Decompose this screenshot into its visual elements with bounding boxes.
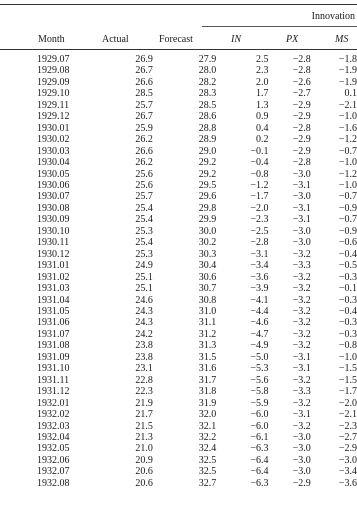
cell-in: −6.0 — [250, 420, 269, 432]
table-row — [0, 272, 357, 283]
table-row — [0, 455, 357, 466]
cell-in: −5.9 — [250, 397, 269, 409]
cell-month: 1931.09 — [37, 351, 70, 363]
col-header-in: IN — [231, 34, 241, 45]
cell-in: −5.3 — [250, 363, 269, 375]
cell-px: −3.0 — [292, 191, 311, 203]
cell-ms: −2.7 — [338, 431, 357, 443]
cell-in: −5.0 — [250, 351, 269, 363]
cell-in: −3.9 — [250, 283, 269, 295]
cell-ms: −2.1 — [338, 409, 357, 421]
cell-forecast: 28.3 — [198, 88, 217, 100]
cell-forecast: 29.0 — [198, 145, 217, 157]
cell-month: 1931.05 — [37, 305, 70, 317]
cell-month: 1931.08 — [37, 340, 70, 352]
cell-in: −4.7 — [250, 328, 269, 340]
cell-in: −3.1 — [250, 248, 269, 260]
cell-actual: 25.9 — [135, 122, 153, 134]
cell-px: −3.2 — [292, 317, 311, 329]
cell-forecast: 32.5 — [198, 466, 217, 478]
cell-px: −3.0 — [292, 443, 311, 455]
cell-actual: 21.5 — [135, 420, 153, 432]
cell-px: −3.2 — [292, 248, 311, 260]
cell-month: 1930.02 — [37, 134, 70, 146]
cell-in: −6.3 — [250, 443, 269, 455]
cell-forecast: 29.5 — [198, 179, 217, 191]
cell-forecast: 31.1 — [198, 317, 217, 329]
cell-actual: 26.2 — [135, 157, 153, 169]
col-header-px: PX — [286, 34, 299, 45]
cell-ms: −1.5 — [338, 374, 357, 386]
cell-ms: −0.5 — [338, 260, 357, 272]
cell-ms: −1.9 — [338, 65, 357, 77]
cell-in: −0.4 — [250, 157, 269, 169]
cell-in: 0.2 — [255, 134, 269, 146]
cell-month: 1931.06 — [37, 317, 70, 329]
cell-px: −2.9 — [292, 99, 311, 111]
cell-forecast: 29.2 — [198, 157, 217, 169]
cell-month: 1932.04 — [37, 431, 70, 443]
cell-px: −2.8 — [292, 54, 311, 65]
cell-ms: −2.1 — [338, 99, 357, 111]
cell-in: −4.1 — [250, 294, 269, 306]
cell-actual: 21.0 — [135, 443, 153, 455]
table-row — [0, 409, 357, 420]
cell-forecast: 29.6 — [198, 191, 217, 203]
cell-month: 1930.10 — [37, 225, 70, 237]
table-row — [0, 191, 357, 202]
table-row — [0, 226, 357, 237]
cell-ms: −0.9 — [338, 202, 357, 214]
cell-ms: −0.7 — [338, 145, 357, 157]
cell-px: −3.0 — [292, 431, 311, 443]
cell-actual: 22.3 — [135, 386, 153, 398]
cell-month: 1930.07 — [37, 191, 70, 203]
table-row — [0, 100, 357, 111]
table-row — [0, 214, 357, 225]
cell-month: 1930.05 — [37, 168, 70, 180]
table-row — [0, 180, 357, 191]
cell-px: −2.8 — [292, 65, 311, 77]
cell-forecast: 31.3 — [198, 340, 217, 352]
table-row — [0, 65, 357, 76]
cell-px: −3.2 — [292, 340, 311, 352]
cell-in: −2.3 — [250, 214, 269, 226]
cell-ms: −3.6 — [338, 477, 357, 489]
cell-px: −2.9 — [292, 111, 311, 123]
cell-in: −4.9 — [250, 340, 269, 352]
table-row — [0, 466, 357, 477]
cell-in: −2.5 — [250, 225, 269, 237]
cell-ms: −2.9 — [338, 443, 357, 455]
table-row — [0, 54, 357, 65]
cell-forecast: 32.7 — [198, 477, 217, 489]
cell-actual: 22.8 — [135, 374, 153, 386]
col-header-month: Month — [38, 34, 65, 45]
cell-month: 1930.11 — [37, 237, 70, 249]
cell-ms: −2.3 — [338, 420, 357, 432]
cell-px: −3.2 — [292, 283, 311, 295]
cell-actual: 26.6 — [135, 76, 153, 88]
cell-ms: −2.0 — [338, 397, 357, 409]
cell-ms: −0.8 — [338, 340, 357, 352]
cell-ms: −1.8 — [338, 54, 357, 65]
cell-month: 1932.08 — [37, 477, 70, 489]
cell-forecast: 30.2 — [198, 237, 217, 249]
cell-px: −2.9 — [292, 134, 311, 146]
cell-forecast: 30.8 — [198, 294, 217, 306]
col-header-forecast: Forecast — [159, 34, 193, 45]
cell-in: 0.9 — [255, 111, 269, 123]
cell-month: 1930.08 — [37, 202, 70, 214]
cell-in: −4.6 — [250, 317, 269, 329]
cell-px: −3.2 — [292, 271, 311, 283]
cell-forecast: 32.1 — [198, 420, 217, 432]
cell-forecast: 28.0 — [198, 65, 217, 77]
cell-in: −2.0 — [250, 202, 269, 214]
cell-ms: −1.9 — [338, 76, 357, 88]
cell-forecast: 30.3 — [198, 248, 217, 260]
cell-month: 1932.07 — [37, 466, 70, 478]
cell-month: 1929.10 — [37, 88, 70, 100]
cell-px: −2.8 — [292, 157, 311, 169]
cell-month: 1931.11 — [37, 374, 70, 386]
cell-in: −6.3 — [250, 477, 269, 489]
table-row — [0, 249, 357, 260]
cell-actual: 26.7 — [135, 111, 153, 123]
cell-actual: 26.2 — [135, 134, 153, 146]
cell-in: 2.5 — [255, 54, 269, 65]
cell-px: −3.3 — [292, 386, 311, 398]
table-row — [0, 421, 357, 432]
col-header-actual: Actual — [102, 34, 129, 45]
cell-ms: −3.0 — [338, 454, 357, 466]
cell-px: −3.1 — [292, 351, 311, 363]
cell-actual: 25.3 — [135, 248, 153, 260]
cell-ms: −0.7 — [338, 191, 357, 203]
cell-px: −3.0 — [292, 466, 311, 478]
cell-forecast: 28.6 — [198, 111, 217, 123]
cell-px: −3.2 — [292, 305, 311, 317]
cell-ms: −1.0 — [338, 157, 357, 169]
cell-px: −3.0 — [292, 168, 311, 180]
table-row — [0, 386, 357, 397]
cell-px: −3.1 — [292, 214, 311, 226]
cell-in: −0.1 — [250, 145, 269, 157]
cell-actual: 20.6 — [135, 466, 153, 478]
innovation-group-rule — [202, 26, 357, 27]
cell-actual: 24.3 — [135, 305, 153, 317]
cell-px: −3.2 — [292, 420, 311, 432]
cell-actual: 26.6 — [135, 145, 153, 157]
cell-actual: 21.3 — [135, 431, 153, 443]
table-row — [0, 352, 357, 363]
cell-month: 1930.04 — [37, 157, 70, 169]
cell-ms: 0.1 — [344, 88, 357, 100]
cell-forecast: 28.8 — [198, 122, 217, 134]
table-row — [0, 317, 357, 328]
cell-forecast: 27.9 — [198, 54, 217, 65]
cell-px: −3.2 — [292, 397, 311, 409]
cell-actual: 20.6 — [135, 477, 153, 489]
cell-forecast: 31.0 — [198, 305, 217, 317]
table-row — [0, 363, 357, 374]
cell-actual: 20.9 — [135, 454, 153, 466]
cell-month: 1931.03 — [37, 283, 70, 295]
cell-forecast: 32.0 — [198, 409, 217, 421]
table-row — [0, 443, 357, 454]
cell-in: −2.8 — [250, 237, 269, 249]
cell-actual: 25.1 — [135, 283, 153, 295]
table-row — [0, 157, 357, 168]
cell-month: 1931.04 — [37, 294, 70, 306]
cell-month: 1930.12 — [37, 248, 70, 260]
cell-actual: 25.7 — [135, 191, 153, 203]
cell-actual: 26.9 — [135, 54, 153, 65]
table-row — [0, 237, 357, 248]
cell-forecast: 30.7 — [198, 283, 217, 295]
cell-forecast: 31.9 — [198, 397, 217, 409]
cell-px: −3.1 — [292, 363, 311, 375]
cell-ms: −0.9 — [338, 225, 357, 237]
cell-px: −2.8 — [292, 122, 311, 134]
cell-month: 1931.01 — [37, 260, 70, 272]
table-row — [0, 260, 357, 271]
cell-px: −3.2 — [292, 328, 311, 340]
cell-month: 1929.08 — [37, 65, 70, 77]
cell-month: 1932.05 — [37, 443, 70, 455]
cell-month: 1932.02 — [37, 409, 70, 421]
cell-forecast: 31.6 — [198, 363, 217, 375]
cell-actual: 28.5 — [135, 88, 153, 100]
cell-actual: 23.1 — [135, 363, 153, 375]
cell-ms: −0.3 — [338, 271, 357, 283]
table-row — [0, 169, 357, 180]
cell-ms: −1.7 — [338, 386, 357, 398]
cell-month: 1930.01 — [37, 122, 70, 134]
cell-px: −2.7 — [292, 88, 311, 100]
cell-actual: 21.7 — [135, 409, 153, 421]
cell-month: 1932.03 — [37, 420, 70, 432]
cell-ms: −0.3 — [338, 328, 357, 340]
table-row — [0, 88, 357, 99]
cell-ms: −0.1 — [338, 283, 357, 295]
cell-actual: 25.6 — [135, 179, 153, 191]
data-table — [0, 54, 357, 489]
cell-in: −0.8 — [250, 168, 269, 180]
cell-month: 1931.10 — [37, 363, 70, 375]
cell-ms: −0.3 — [338, 317, 357, 329]
cell-ms: −0.4 — [338, 305, 357, 317]
cell-forecast: 30.4 — [198, 260, 217, 272]
table-row — [0, 111, 357, 122]
cell-in: 1.3 — [255, 99, 269, 111]
cell-in: −1.2 — [250, 179, 269, 191]
header-rule — [0, 49, 357, 50]
cell-forecast: 32.5 — [198, 454, 217, 466]
cell-month: 1931.12 — [37, 386, 70, 398]
table-row — [0, 134, 357, 145]
table-row — [0, 123, 357, 134]
cell-actual: 25.4 — [135, 214, 153, 226]
table-row — [0, 295, 357, 306]
cell-px: −3.1 — [292, 179, 311, 191]
cell-ms: −0.3 — [338, 294, 357, 306]
cell-in: −6.4 — [250, 466, 269, 478]
cell-in: −5.6 — [250, 374, 269, 386]
cell-px: −2.9 — [292, 477, 311, 489]
cell-in: −6.0 — [250, 409, 269, 421]
cell-actual: 24.6 — [135, 294, 153, 306]
cell-px: −3.1 — [292, 409, 311, 421]
cell-in: −3.4 — [250, 260, 269, 272]
cell-actual: 25.4 — [135, 237, 153, 249]
cell-actual: 26.7 — [135, 65, 153, 77]
cell-forecast: 31.8 — [198, 386, 217, 398]
cell-actual: 24.2 — [135, 328, 153, 340]
cell-px: −2.6 — [292, 76, 311, 88]
cell-ms: −1.5 — [338, 363, 357, 375]
cell-month: 1931.02 — [37, 271, 70, 283]
cell-ms: −1.6 — [338, 122, 357, 134]
cell-forecast: 31.7 — [198, 374, 217, 386]
cell-px: −3.3 — [292, 260, 311, 272]
cell-forecast: 31.5 — [198, 351, 217, 363]
table-row — [0, 77, 357, 88]
cell-actual: 25.6 — [135, 168, 153, 180]
cell-month: 1932.06 — [37, 454, 70, 466]
table-row — [0, 375, 357, 386]
cell-actual: 25.7 — [135, 99, 153, 111]
table-row — [0, 340, 357, 351]
cell-ms: −1.0 — [338, 179, 357, 191]
cell-month: 1930.09 — [37, 214, 70, 226]
cell-actual: 23.8 — [135, 351, 153, 363]
cell-actual: 21.9 — [135, 397, 153, 409]
col-header-ms: MS — [335, 34, 349, 45]
cell-month: 1929.11 — [37, 99, 70, 111]
cell-px: −3.0 — [292, 225, 311, 237]
cell-px: −2.9 — [292, 145, 311, 157]
table-row — [0, 398, 357, 409]
cell-forecast: 29.2 — [198, 168, 217, 180]
cell-month: 1930.06 — [37, 179, 70, 191]
cell-in: 1.7 — [255, 88, 269, 100]
cell-ms: −0.7 — [338, 214, 357, 226]
cell-actual: 23.8 — [135, 340, 153, 352]
cell-px: −3.0 — [292, 237, 311, 249]
cell-ms: −1.0 — [338, 351, 357, 363]
cell-in: −6.4 — [250, 454, 269, 466]
cell-forecast: 30.6 — [198, 271, 217, 283]
cell-forecast: 28.9 — [198, 134, 217, 146]
cell-px: −3.0 — [292, 454, 311, 466]
cell-actual: 24.9 — [135, 260, 153, 272]
cell-px: −3.2 — [292, 294, 311, 306]
cell-px: −3.1 — [292, 202, 311, 214]
cell-forecast: 30.0 — [198, 225, 217, 237]
top-rule — [0, 4, 357, 5]
cell-month: 1931.07 — [37, 328, 70, 340]
table-row — [0, 146, 357, 157]
table-row — [0, 329, 357, 340]
cell-in: −3.6 — [250, 271, 269, 283]
cell-forecast: 32.2 — [198, 431, 217, 443]
cell-ms: −1.0 — [338, 111, 357, 123]
cell-forecast: 29.8 — [198, 202, 217, 214]
cell-ms: −0.6 — [338, 237, 357, 249]
cell-px: −3.2 — [292, 374, 311, 386]
cell-month: 1932.01 — [37, 397, 70, 409]
cell-forecast: 32.4 — [198, 443, 217, 455]
cell-month: 1930.03 — [37, 145, 70, 157]
cell-actual: 25.1 — [135, 271, 153, 283]
cell-ms: −3.4 — [338, 466, 357, 478]
cell-month: 1929.07 — [37, 54, 70, 65]
cell-in: 0.4 — [255, 122, 269, 134]
innovation-group-header: Innovation — [311, 11, 355, 22]
cell-actual: 25.3 — [135, 225, 153, 237]
cell-in: 2.3 — [255, 65, 269, 77]
cell-month: 1929.09 — [37, 76, 70, 88]
cell-in: −6.1 — [250, 431, 269, 443]
cell-forecast: 28.5 — [198, 99, 217, 111]
table-row — [0, 306, 357, 317]
cell-in: −5.8 — [250, 386, 269, 398]
cell-actual: 25.4 — [135, 202, 153, 214]
table-row — [0, 478, 357, 489]
table-row — [0, 283, 357, 294]
table-row — [0, 432, 357, 443]
cell-forecast: 31.2 — [198, 328, 217, 340]
cell-actual: 24.3 — [135, 317, 153, 329]
cell-in: 2.0 — [255, 76, 269, 88]
cell-in: −1.7 — [250, 191, 269, 203]
cell-forecast: 29.9 — [198, 214, 217, 226]
cell-ms: −1.2 — [338, 134, 357, 146]
cell-month: 1929.12 — [37, 111, 70, 123]
cell-ms: −1.2 — [338, 168, 357, 180]
cell-ms: −0.4 — [338, 248, 357, 260]
table-row — [0, 203, 357, 214]
cell-forecast: 28.2 — [198, 76, 217, 88]
cell-in: −4.4 — [250, 305, 269, 317]
